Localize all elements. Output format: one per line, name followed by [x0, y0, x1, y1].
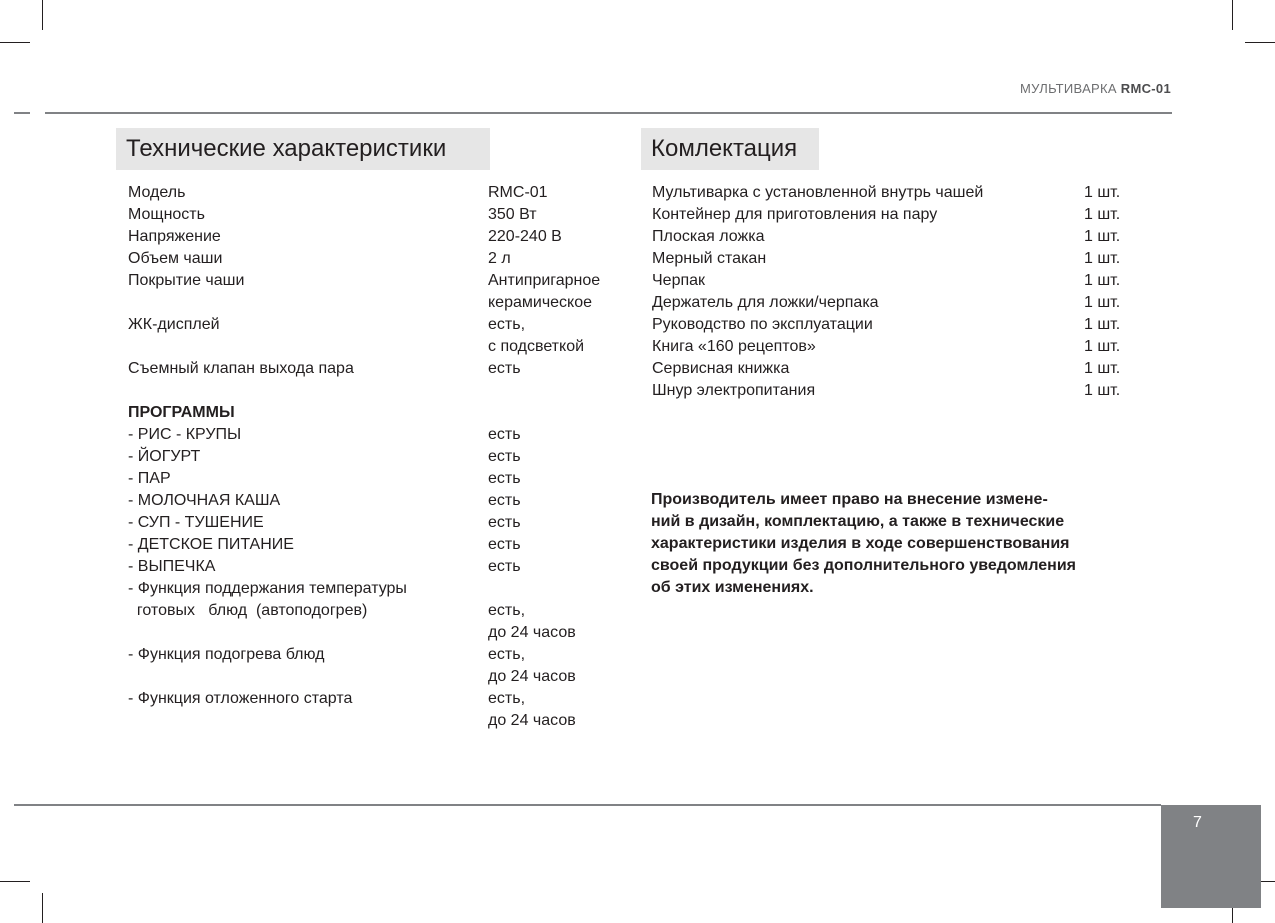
specs-value: до 24 часов: [488, 668, 576, 685]
specs-row: [128, 292, 600, 314]
specs-label: [128, 380, 488, 402]
kit-label: Черпак: [652, 272, 706, 289]
page-number: 7: [1193, 814, 1202, 831]
specs-label: - МОЛОЧНАЯ КАША: [128, 492, 281, 509]
specs-label: - СУП - ТУШЕНИЕ: [128, 514, 264, 531]
specs-row: [128, 424, 600, 446]
kit-label: Сервисная книжка: [652, 360, 790, 377]
specs-row: [128, 226, 600, 248]
specs-value: есть,: [488, 690, 526, 707]
specs-value: есть: [488, 492, 521, 509]
specs-label: - ЙОГУРТ: [128, 448, 201, 465]
kit-row: [652, 292, 1120, 314]
kit-list: [652, 182, 1120, 402]
specs-row: [128, 204, 600, 226]
kit-row: [652, 248, 1120, 270]
kit-row: [652, 358, 1120, 380]
specs-row: [128, 314, 600, 336]
brand-label: МУЛЬТИВАРКА: [1020, 81, 1117, 96]
specs-label: готовых блюд (автоподогрев): [128, 602, 368, 619]
specs-row: [128, 358, 600, 380]
crop-mark: [0, 881, 30, 882]
notice-line: Производитель имеет право на внесение измене-: [651, 491, 1048, 508]
specs-label: [128, 710, 488, 732]
notice-line: своей продукции без дополнительного уведомления: [651, 557, 1077, 574]
specs-label: [128, 666, 488, 688]
specs-value: Антипригарное: [488, 272, 601, 289]
specs-row: [128, 578, 600, 600]
specs-row: [128, 600, 600, 622]
specs-value: есть,: [488, 602, 526, 619]
specs-value: керамическое: [488, 294, 593, 311]
specs-label: ЖК-дисплей: [128, 316, 220, 333]
specs-label: Модель: [128, 184, 186, 201]
specs-label: - РИС - КРУПЫ: [128, 426, 242, 443]
header-rule: [45, 112, 1172, 114]
kit-value: 1 шт.: [1084, 206, 1121, 223]
specs-title: Технические характеристики: [116, 128, 490, 170]
crop-mark: [1245, 42, 1275, 43]
kit-label: Мультиварка с установленной внутрь чашей: [652, 184, 984, 201]
specs-row: [128, 446, 600, 468]
specs-label: - ПАР: [128, 470, 171, 487]
specs-label: [128, 622, 488, 644]
kit-label: Плоская ложка: [652, 228, 765, 245]
specs-value: есть: [488, 360, 521, 377]
specs-row: [128, 248, 600, 270]
kit-value: 1 шт.: [1084, 228, 1121, 245]
specs-value: с подсветкой: [488, 338, 585, 355]
crop-mark: [1232, 0, 1233, 30]
header-rule: [14, 112, 30, 114]
kit-row: [652, 226, 1120, 248]
specs-row: [128, 556, 600, 578]
specs-label: [128, 292, 488, 314]
page-number-box: [1161, 805, 1261, 908]
specs-label: Съемный клапан выхода пара: [128, 360, 354, 377]
specs-row: [128, 666, 600, 688]
notice-line: характеристики изделия в ходе совершенствования: [651, 535, 1070, 552]
notice-line: об этих изменениях.: [651, 579, 814, 596]
specs-row: [128, 468, 600, 490]
specs-value: до 24 часов: [488, 712, 576, 729]
footer-rule: [14, 804, 1161, 806]
kit-row: [652, 314, 1120, 336]
specs-value: до 24 часов: [488, 624, 576, 641]
kit-value: 1 шт.: [1084, 272, 1121, 289]
specs-label: - Функция отложенного старта: [128, 690, 353, 707]
specs-row: [128, 336, 600, 358]
kit-label: Держатель для ложки/черпака: [652, 294, 879, 311]
specs-value: есть: [488, 448, 521, 465]
header-brand: [1020, 81, 1171, 96]
specs-value: RMC-01: [488, 184, 548, 201]
kit-row: [652, 182, 1120, 204]
specs-row: [128, 182, 600, 204]
specs-row: [128, 490, 600, 512]
specs-row: [128, 402, 600, 424]
manufacturer-notice: [651, 489, 1151, 599]
specs-row: [128, 688, 600, 710]
specs-label: - Функция поддержания температуры: [128, 580, 407, 597]
specs-value: есть,: [488, 646, 526, 663]
specs-row: [128, 710, 600, 732]
specs-value: есть: [488, 536, 521, 553]
kit-row: [652, 204, 1120, 226]
kit-row: [652, 270, 1120, 292]
specs-row: [128, 644, 600, 666]
specs-label: Напряжение: [128, 228, 221, 245]
crop-mark: [0, 42, 30, 43]
specs-value: есть: [488, 514, 521, 531]
specs-value: есть: [488, 426, 521, 443]
kit-value: 1 шт.: [1084, 338, 1121, 355]
specs-label: ПРОГРАММЫ: [128, 404, 235, 421]
kit-value: 1 шт.: [1084, 382, 1121, 399]
kit-label: Мерный стакан: [652, 250, 767, 267]
crop-mark: [42, 0, 43, 30]
specs-label: Объем чаши: [128, 250, 223, 267]
notice-line: ний в дизайн, комплектацию, а также в технические: [651, 513, 1065, 530]
specs-label: [128, 336, 488, 358]
specs-label: Покрытие чаши: [128, 272, 245, 289]
kit-title: Комлектация: [641, 128, 819, 170]
kit-row: [652, 380, 1120, 402]
specs-value: 2 л: [488, 250, 511, 267]
specs-value: 350 Вт: [488, 206, 537, 223]
kit-row: [652, 336, 1120, 358]
kit-label: Контейнер для приготовления на пару: [652, 206, 938, 223]
specs-value: есть: [488, 558, 521, 575]
kit-label: Шнур электропитания: [652, 382, 816, 399]
specs-value: есть,: [488, 316, 526, 333]
specs-value: есть: [488, 470, 521, 487]
specs-row: [128, 622, 600, 644]
specs-label: - ДЕТСКОЕ ПИТАНИЕ: [128, 536, 294, 553]
specs-table: [128, 182, 600, 732]
kit-label: Руководство по эксплуатации: [652, 316, 873, 333]
model-label: RMC-01: [1120, 81, 1171, 96]
specs-row: [128, 380, 600, 402]
specs-label: - Функция подогрева блюд: [128, 646, 325, 663]
specs-label: - ВЫПЕЧКА: [128, 558, 216, 575]
specs-label: Мощность: [128, 206, 205, 223]
kit-value: 1 шт.: [1084, 294, 1121, 311]
kit-label: Книга «160 рецептов»: [652, 338, 816, 355]
kit-value: 1 шт.: [1084, 250, 1121, 267]
crop-mark: [42, 893, 43, 923]
kit-value: 1 шт.: [1084, 316, 1121, 333]
specs-row: [128, 270, 600, 292]
specs-row: [128, 512, 600, 534]
kit-value: 1 шт.: [1084, 184, 1121, 201]
kit-value: 1 шт.: [1084, 360, 1121, 377]
specs-row: [128, 534, 600, 556]
specs-value: 220-240 В: [488, 228, 562, 245]
